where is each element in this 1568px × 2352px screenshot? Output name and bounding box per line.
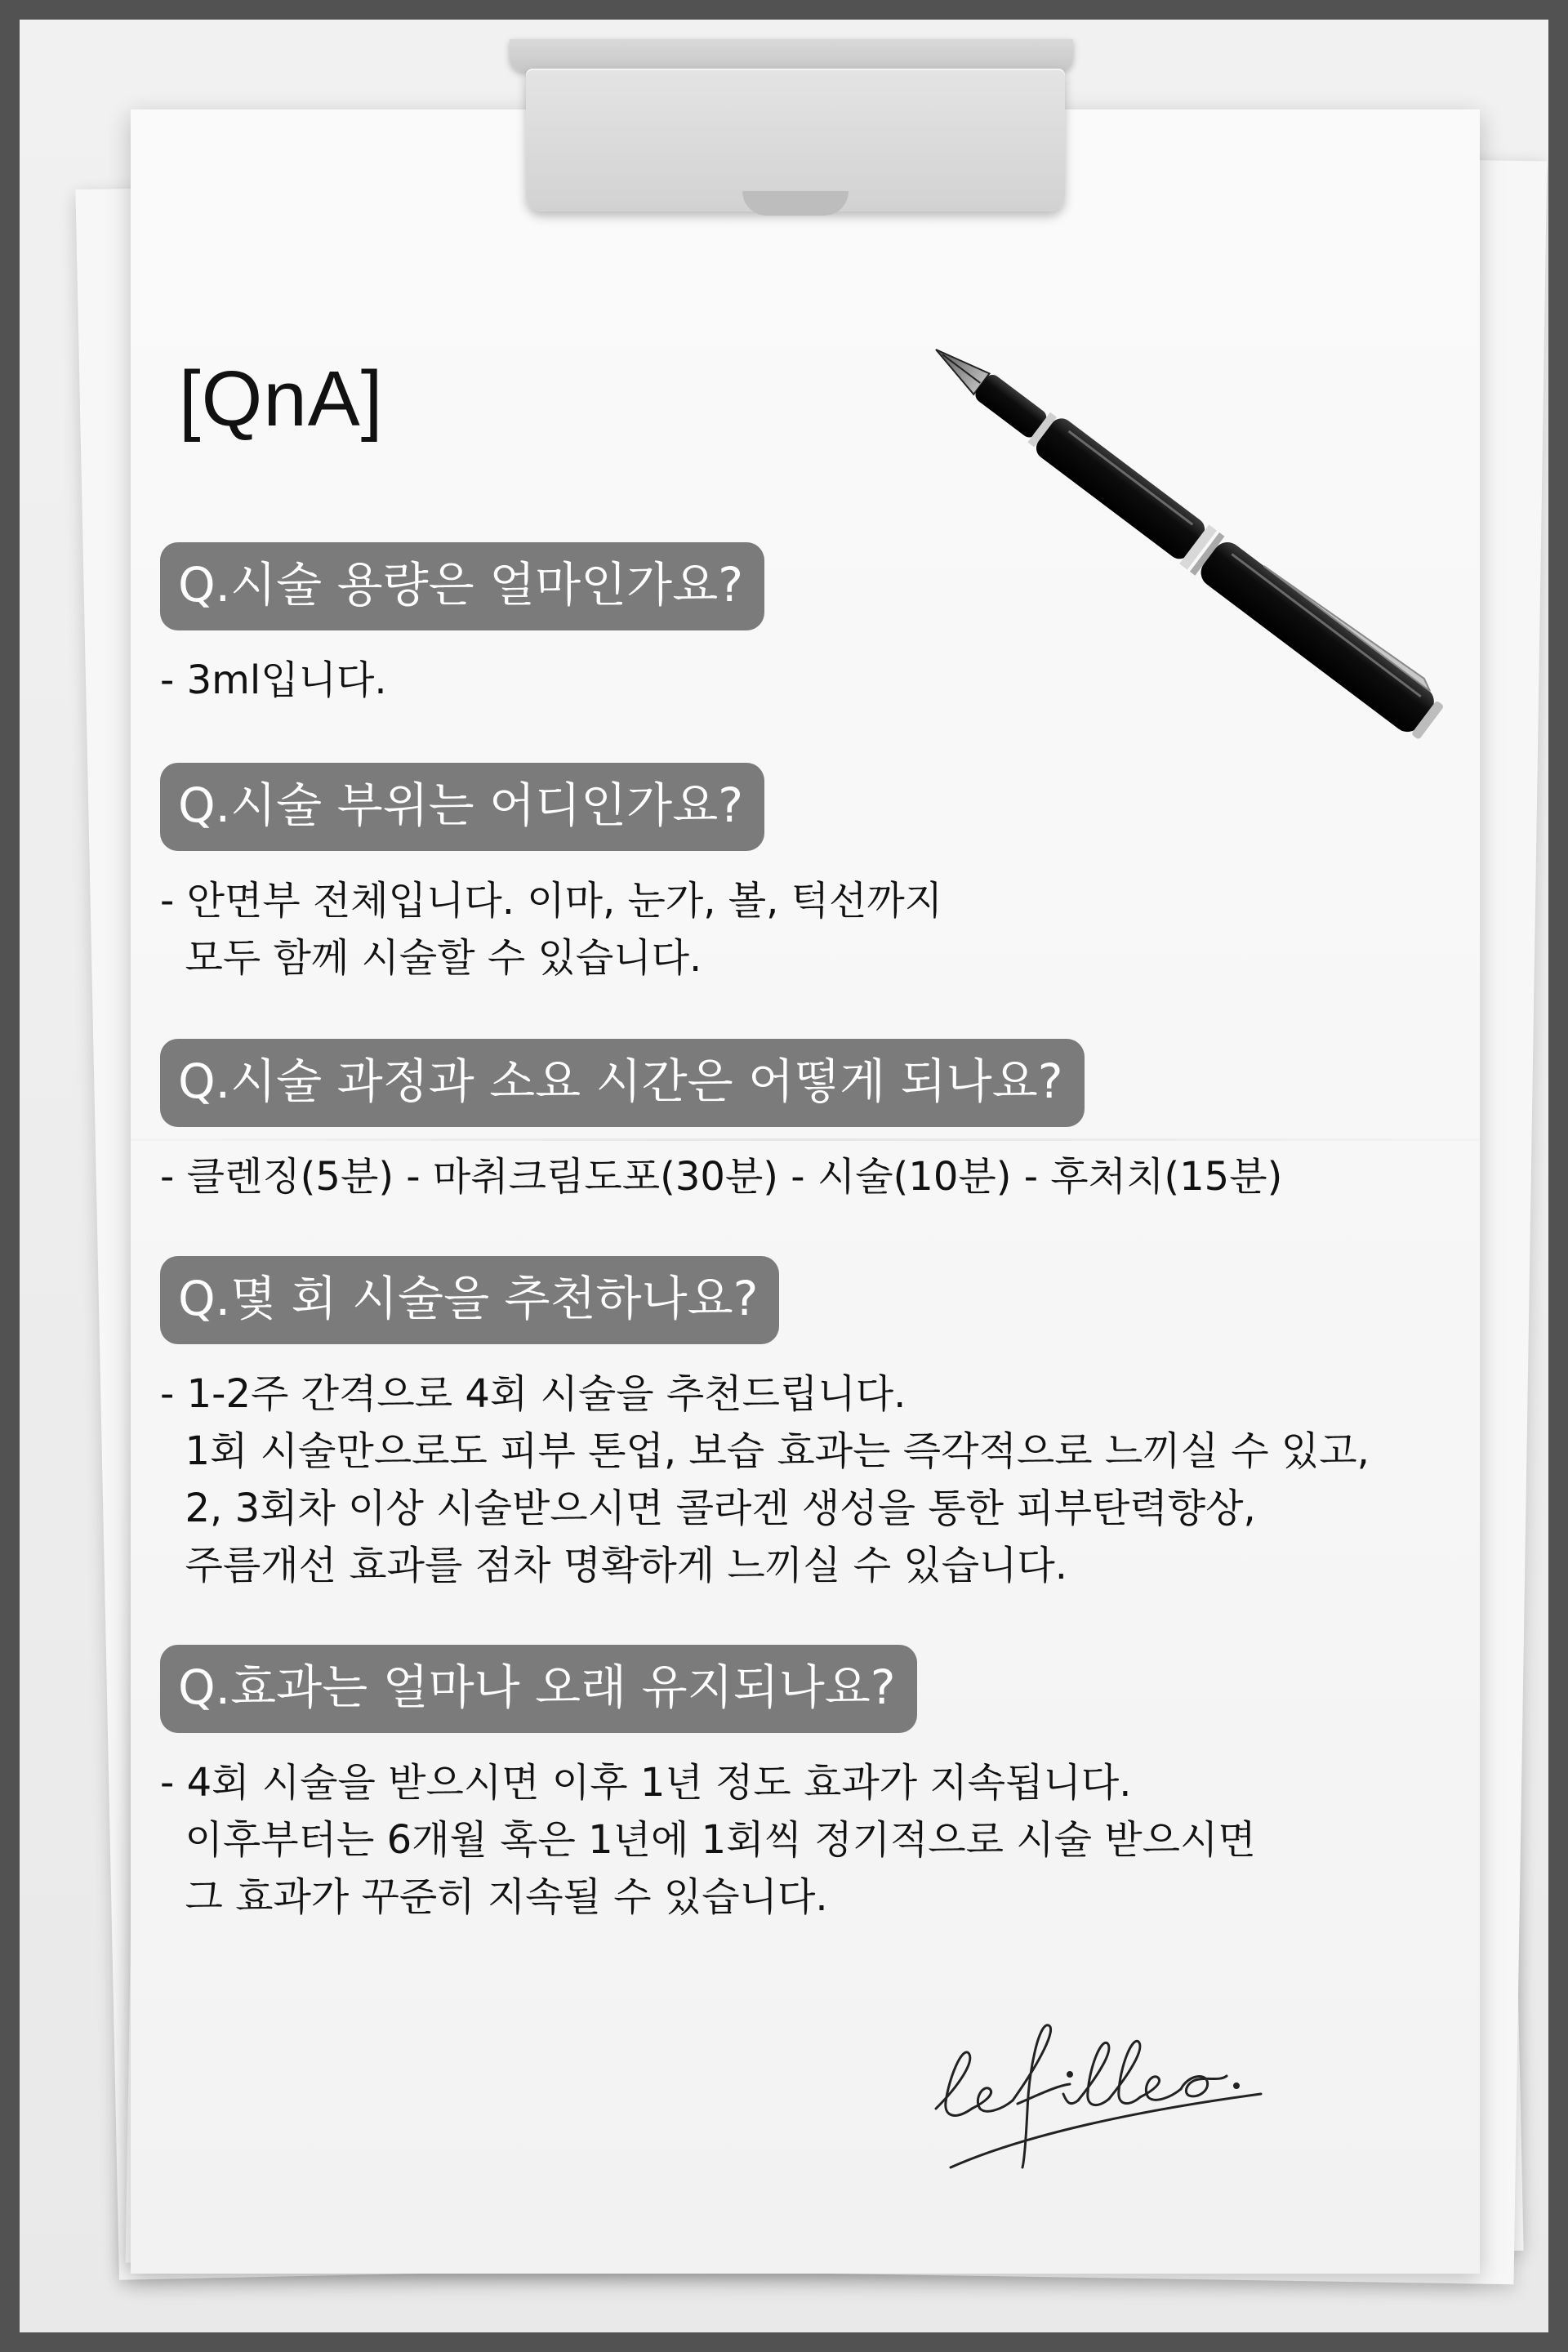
- qa-item: [160, 1039, 1282, 1205]
- answer-line: - 클렌징(5분) - 마취크림도포(30분) - 시술(10분) - 후처치(15분): [160, 1153, 1283, 1200]
- qa-item: [160, 1645, 1256, 1926]
- qa-item: [160, 1256, 1370, 1594]
- answer-line: 2, 3회차 이상 시술받으시면 콜라겐 생성을 통한 피부탄력향상,: [160, 1485, 1256, 1531]
- answer-line: 1회 시술만으로도 피부 톤업, 보습 효과는 즉각적으로 느끼실 수 있고,: [160, 1428, 1370, 1474]
- question-label: Q.효과는 얼마나 오래 유지되나요?: [160, 1645, 917, 1733]
- fountain-pen-icon: [918, 330, 1568, 902]
- answer-text: [160, 1754, 1256, 1926]
- answer-line: - 안면부 전체입니다. 이마, 눈가, 볼, 턱선까지: [160, 877, 943, 924]
- answer-line: 그 효과가 꾸준히 지속될 수 있습니다.: [160, 1873, 828, 1920]
- answer-line: - 3ml입니다.: [160, 657, 387, 703]
- question-label: Q.시술 용량은 얼마인가요?: [160, 542, 764, 630]
- answer-line: - 1-2주 간격으로 4회 시술을 추천드립니다.: [160, 1370, 906, 1417]
- question-label: Q.시술 과정과 소요 시간은 어떻게 되나요?: [160, 1039, 1085, 1127]
- answer-line: 모두 함께 시술할 수 있습니다.: [160, 934, 702, 981]
- question-label: Q.시술 부위는 어디인가요?: [160, 763, 764, 851]
- question-label: Q.몇 회 시술을 추천하나요?: [160, 1256, 779, 1344]
- answer-text: [160, 652, 764, 709]
- qa-item: [160, 542, 764, 709]
- answer-text: [160, 872, 942, 987]
- answer-text: [160, 1365, 1370, 1594]
- signature-logo: [926, 1971, 1383, 2184]
- answer-line: 이후부터는 6개월 혹은 1년에 1회씩 정기적으로 시술 받으시면: [160, 1816, 1256, 1863]
- qa-item: [160, 763, 942, 987]
- answer-text: [160, 1148, 1282, 1205]
- answer-line: - 4회 시술을 받으시면 이후 1년 정도 효과가 지속됩니다.: [160, 1759, 1132, 1806]
- answer-line: 주름개선 효과를 점차 명확하게 느끼실 수 있습니다.: [160, 1542, 1068, 1588]
- page-title: [QnA]: [179, 355, 384, 443]
